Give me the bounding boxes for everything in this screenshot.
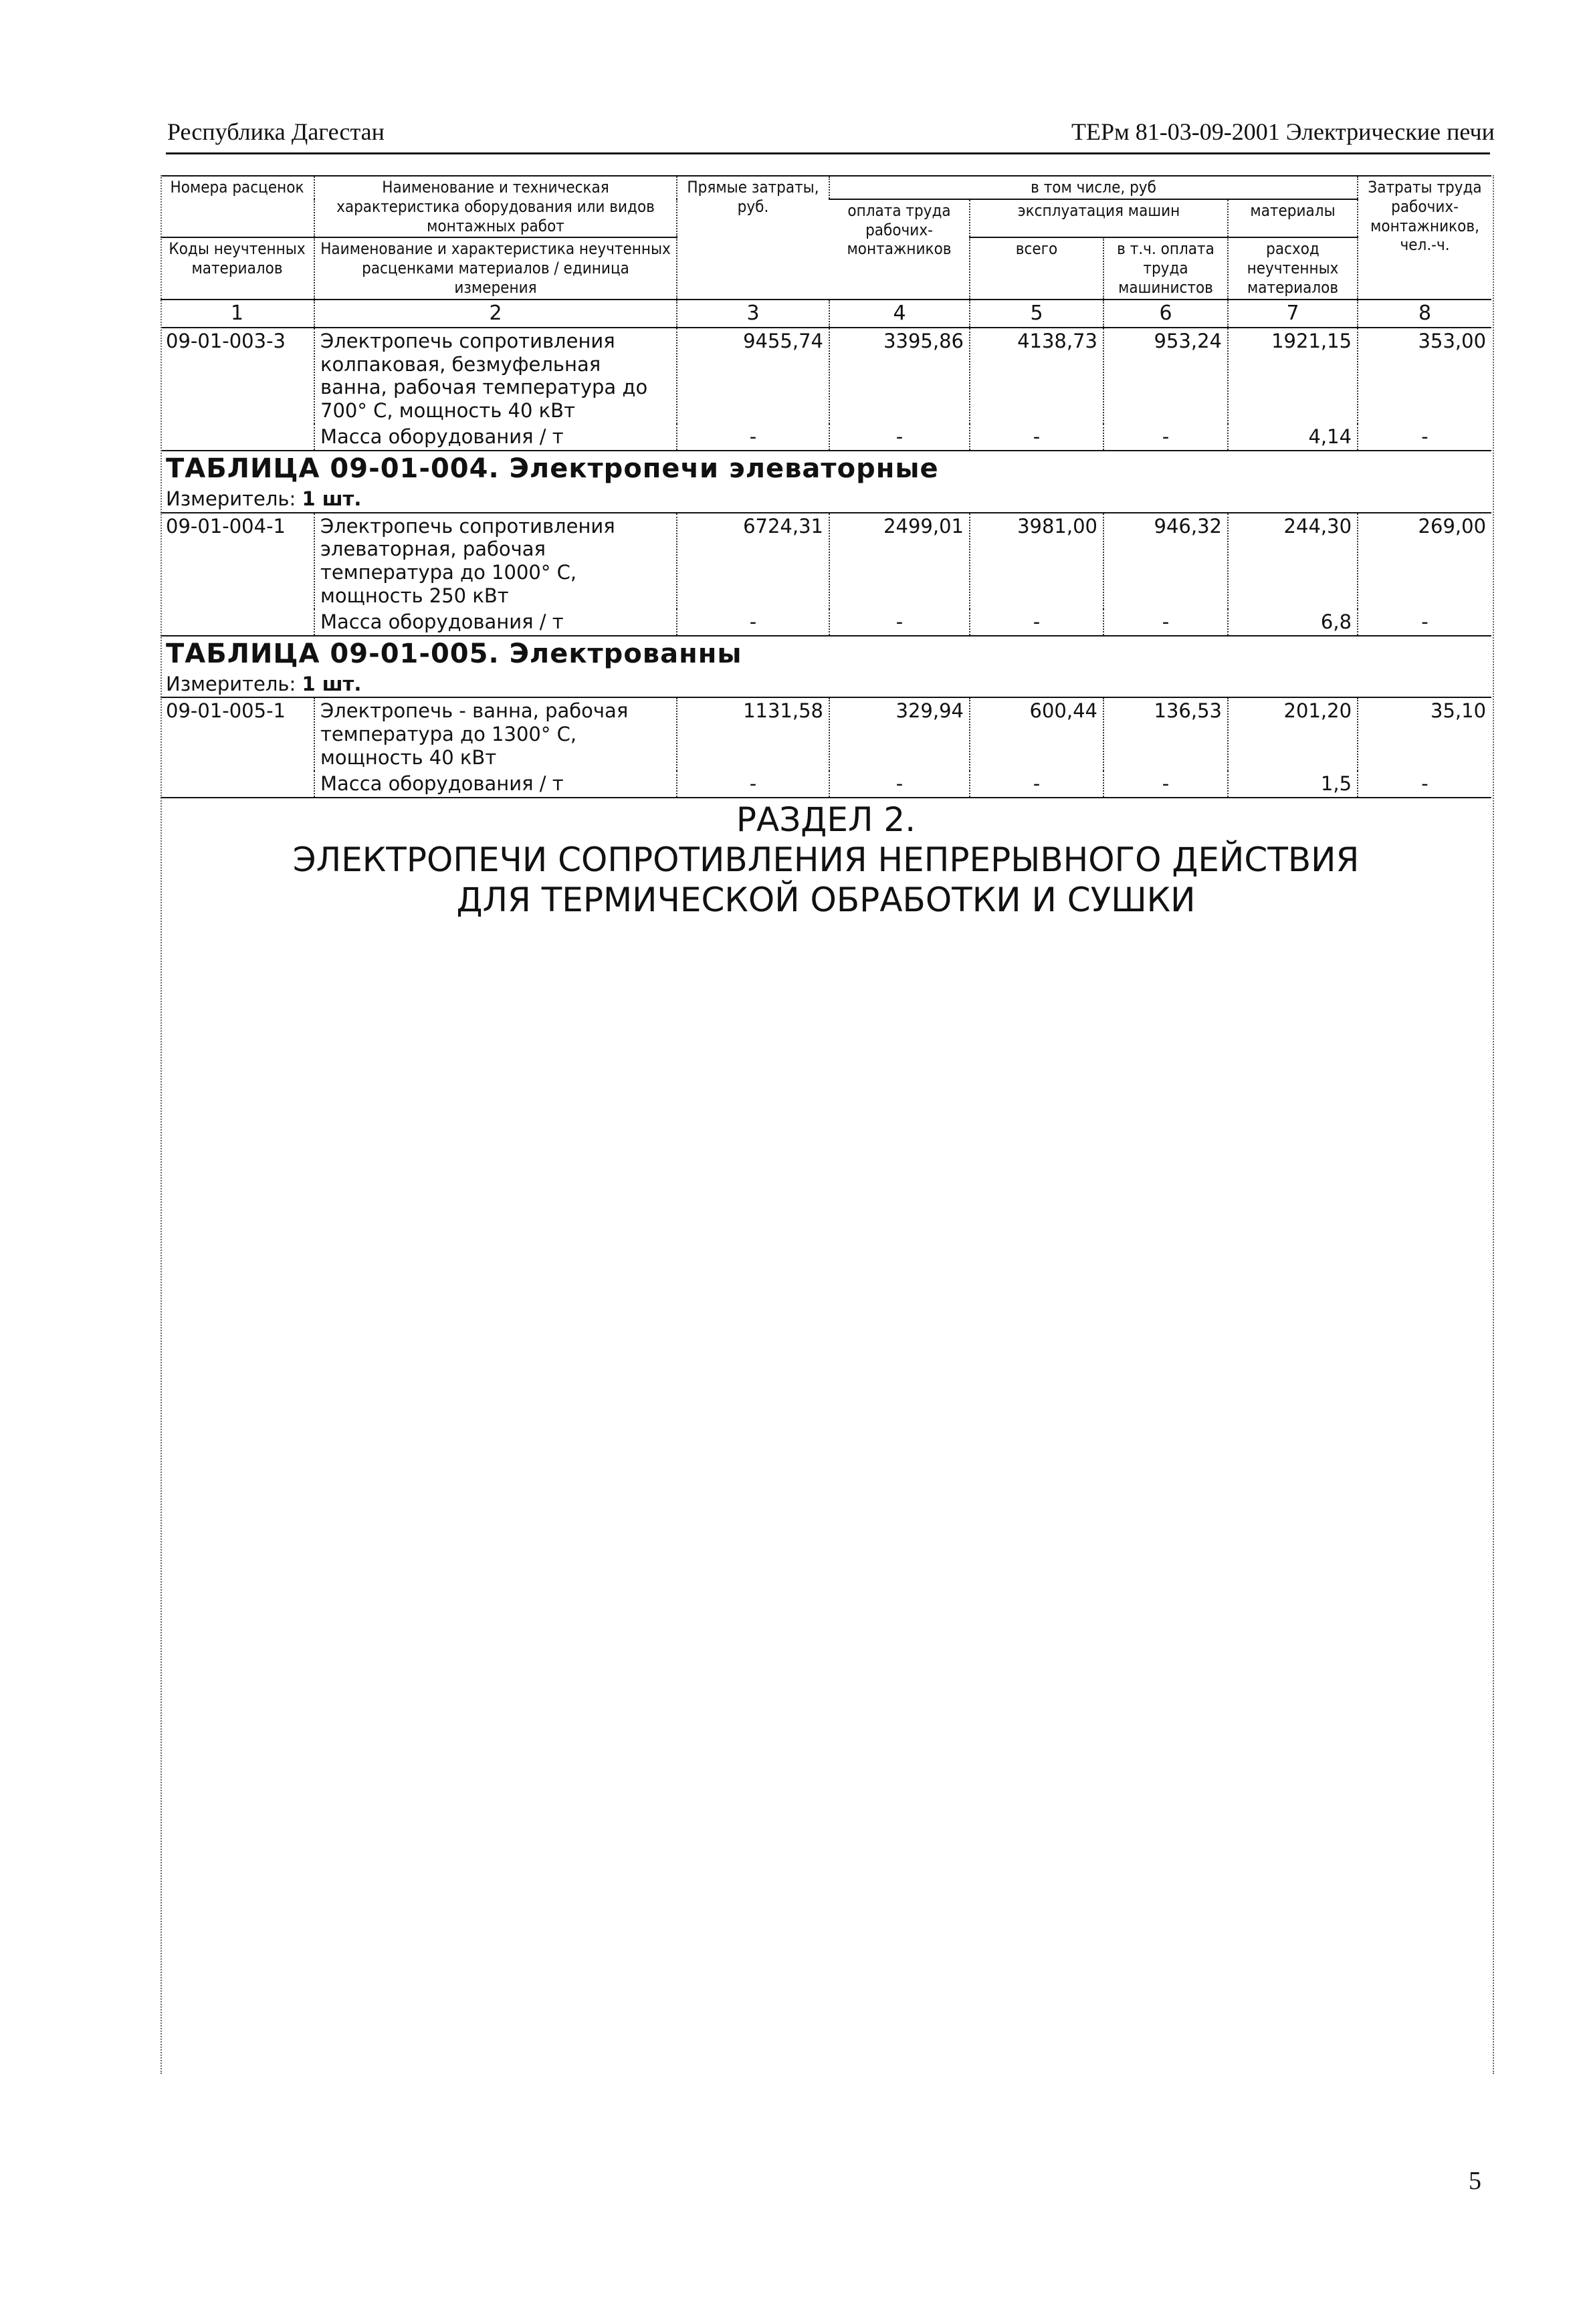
- rate-description: Электропечь - ванна, рабочая температура до 1300° С, мощность 40 кВт: [314, 697, 677, 770]
- table-row: [161, 697, 1491, 770]
- machinist-pay: 946,32: [1103, 513, 1228, 609]
- section-heading: РАЗДЕЛ 2. ЭЛЕКТРОПЕЧИ СОПРОТИВЛЕНИЯ НЕПРЕРЫВНОГО ДЕЙСТВИЯ ДЛЯ ТЕРМИЧЕСКОЙ ОБРАБОТКИ И СУШКИ: [292, 800, 1360, 919]
- machinist-pay: 953,24: [1103, 328, 1228, 424]
- mass-row: [161, 771, 1491, 798]
- page-number: 5: [1469, 2167, 1481, 2195]
- materials: 201,20: [1228, 697, 1358, 770]
- labor-hours: 35,10: [1358, 697, 1491, 770]
- mass-value: -: [1103, 771, 1228, 798]
- mass-value: -: [1358, 609, 1491, 636]
- header-col2-bottom: Наименование и характеристика неучтенных расценками материалов / единица измерения: [314, 237, 677, 299]
- mass-label: Масса оборудования / т: [314, 771, 677, 798]
- mass-value: -: [1358, 424, 1491, 451]
- table-row: [161, 328, 1491, 424]
- header-col2-top: Наименование и техническая характеристика оборудования или видов монтажных работ: [314, 176, 677, 237]
- rate-code: 09-01-003-3: [166, 329, 286, 352]
- header-col8: Затраты труда рабочих-монтажников, чел.-ч.: [1358, 176, 1491, 300]
- mass-value: -: [677, 609, 829, 636]
- direct-costs: 6724,31: [677, 513, 829, 609]
- header-col1-bottom: Коды неучтенных материалов: [161, 237, 314, 299]
- machines-total: 4138,73: [970, 328, 1103, 424]
- rate-description: Электропечь сопротивления элеваторная, рабочая температура до 1000° С, мощность 250 кВт: [314, 513, 677, 609]
- table-row: [161, 513, 1491, 609]
- mass-value: -: [970, 609, 1103, 636]
- mass-value: 6,8: [1228, 609, 1358, 636]
- col-number: 3: [677, 300, 829, 328]
- price-table: [161, 175, 1491, 921]
- mass-value: -: [829, 424, 970, 451]
- header-col7: расход неучтенных материалов: [1228, 237, 1358, 299]
- header-col3: Прямые затраты, руб.: [677, 176, 829, 300]
- col-number: 4: [829, 300, 970, 328]
- mass-value: -: [970, 424, 1103, 451]
- header-col6: в т.ч. оплата труда машинистов: [1103, 237, 1228, 299]
- header-materials: материалы: [1228, 199, 1358, 238]
- mass-value: -: [677, 771, 829, 798]
- rate-code: 09-01-005-1: [166, 699, 286, 723]
- mass-value: -: [1358, 771, 1491, 798]
- mass-value: -: [829, 771, 970, 798]
- header-exploit: эксплуатация машин: [970, 199, 1228, 238]
- col-number: 5: [970, 300, 1103, 328]
- labor-pay: 2499,01: [829, 513, 970, 609]
- machinist-pay: 136,53: [1103, 697, 1228, 770]
- mass-value: 1,5: [1228, 771, 1358, 798]
- mass-row: [161, 609, 1491, 636]
- header-document-code: ТЕРм 81-03-09-2001 Электрические печи: [1071, 118, 1495, 145]
- mass-value: -: [829, 609, 970, 636]
- mass-value: -: [1103, 424, 1228, 451]
- header-col1-top: Номера расценок: [161, 176, 314, 237]
- mass-label: Масса оборудования / т: [314, 424, 677, 451]
- labor-pay: 3395,86: [829, 328, 970, 424]
- direct-costs: 1131,58: [677, 697, 829, 770]
- mass-value: -: [1103, 609, 1228, 636]
- materials: 1921,15: [1228, 328, 1358, 424]
- col-number: 7: [1228, 300, 1358, 328]
- header-region: Республика Дагестан: [167, 118, 385, 145]
- labor-hours: 353,00: [1358, 328, 1491, 424]
- mass-value: -: [677, 424, 829, 451]
- labor-pay: 329,94: [829, 697, 970, 770]
- direct-costs: 9455,74: [677, 328, 829, 424]
- materials: 244,30: [1228, 513, 1358, 609]
- rate-description: Электропечь сопротивления колпаковая, безмуфельная ванна, рабочая температура до 700° С, мощность 40 кВт: [314, 328, 677, 424]
- mass-row: [161, 424, 1491, 451]
- header-col5: всего: [970, 237, 1103, 299]
- table-title: ТАБЛИЦА 09-01-004. Электропечи элеваторные: [166, 453, 939, 484]
- column-number-row: [161, 300, 1491, 328]
- mass-value: 4,14: [1228, 424, 1358, 451]
- table-header-row: [161, 176, 1491, 199]
- header-group: в том числе, руб: [829, 176, 1358, 199]
- measurement-unit: Измеритель: 1 шт.: [161, 486, 1491, 513]
- col-number: 2: [314, 300, 677, 328]
- mass-value: -: [970, 771, 1103, 798]
- header-rule: [166, 152, 1490, 154]
- col-number: 8: [1358, 300, 1491, 328]
- measurement-unit: Измеритель: 1 шт.: [161, 671, 1491, 698]
- machines-total: 3981,00: [970, 513, 1103, 609]
- labor-hours: 269,00: [1358, 513, 1491, 609]
- col-number: 6: [1103, 300, 1228, 328]
- mass-label: Масса оборудования / т: [314, 609, 677, 636]
- header-col4: оплата труда рабочих-монтажников: [847, 201, 952, 259]
- col-number: 1: [161, 300, 314, 328]
- table-title: ТАБЛИЦА 09-01-005. Электрованны: [166, 638, 742, 669]
- rate-code: 09-01-004-1: [166, 514, 286, 538]
- machines-total: 600,44: [970, 697, 1103, 770]
